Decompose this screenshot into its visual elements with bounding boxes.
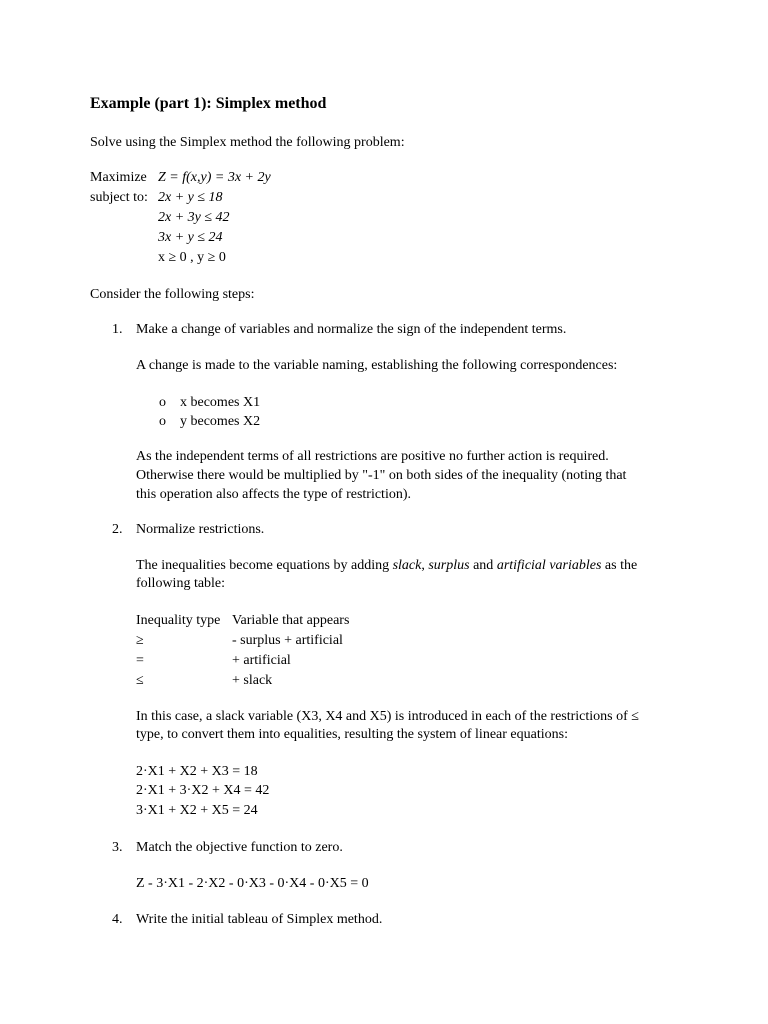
table-cell: =: [136, 653, 144, 668]
bullet-item: x becomes X1: [180, 395, 261, 410]
objective-equation: Z - 3·X1 - 2·X2 - 0·X3 - 0·X4 - 0·X5 = 0: [136, 876, 369, 891]
equation: 2·X1 + 3·X2 + X4 = 42: [136, 783, 270, 798]
paragraph-line: this operation also affects the type of restriction).: [136, 487, 411, 502]
slack-term: slack: [392, 558, 422, 573]
table-header: Inequality type: [136, 613, 221, 628]
artificial-term: artificial variables: [496, 558, 602, 573]
table-cell: + artificial: [232, 653, 291, 668]
table-cell: ≤: [136, 673, 144, 688]
step-1-heading: Make a change of variables and normalize the sign of the independent terms.: [136, 322, 567, 337]
step-2-text: [136, 556, 637, 576]
constraint-3: 3x + y ≤ 24: [158, 230, 223, 245]
constraint-2: 2x + 3y ≤ 42: [158, 210, 230, 225]
text-segment: ,: [421, 558, 429, 573]
paragraph-line: As the independent terms of all restrictions are positive no further action is required.: [136, 449, 609, 464]
consider-text: Consider the following steps:: [90, 287, 255, 302]
table-cell: ≥: [136, 633, 144, 648]
paragraph-line: Otherwise there would be multiplied by "-1" on both sides of the inequality (noting that: [136, 468, 627, 483]
page-title: Example (part 1): Simplex method: [90, 95, 327, 112]
equation: 3·X1 + X2 + X5 = 24: [136, 803, 258, 818]
bullet-marker: o: [159, 395, 166, 410]
step-3-number: 3.: [112, 840, 123, 855]
step-1-number: 1.: [112, 322, 123, 337]
nonnegativity-constraint: x ≥ 0 , y ≥ 0: [158, 250, 226, 265]
intro-text: Solve using the Simplex method the following problem:: [90, 135, 405, 150]
step-2-number: 2.: [112, 522, 123, 537]
paragraph-line: In this case, a slack variable (X3, X4 and X5) is introduced in each of the restrictions of ≤: [136, 709, 639, 724]
bullet-marker: o: [159, 414, 166, 429]
subject-to-label: subject to:: [90, 190, 148, 205]
text-segment: The inequalities become equations by adding: [136, 558, 393, 573]
objective-function: Z = f(x,y) = 3x + 2y: [158, 170, 271, 185]
maximize-label: Maximize: [90, 170, 147, 185]
step-4-heading: Write the initial tableau of Simplex method.: [136, 912, 383, 927]
step-4-number: 4.: [112, 912, 123, 927]
constraint-1: 2x + y ≤ 18: [158, 190, 223, 205]
bullet-item: y becomes X2: [180, 414, 261, 429]
step-3-heading: Match the objective function to zero.: [136, 840, 343, 855]
text-segment: as the: [601, 558, 638, 573]
table-cell: - surplus + artificial: [232, 633, 343, 648]
step-2-text-line2: following table:: [136, 576, 226, 591]
paragraph-line: type, to convert them into equalities, resulting the system of linear equations:: [136, 727, 568, 742]
table-cell: + slack: [232, 673, 273, 688]
equation: 2·X1 + X2 + X3 = 18: [136, 764, 258, 779]
step-1-text: A change is made to the variable naming, establishing the following correspondences:: [136, 358, 618, 373]
text-segment: and: [469, 558, 497, 573]
step-2-heading: Normalize restrictions.: [136, 522, 265, 537]
surplus-term: surplus: [428, 558, 470, 573]
table-header: Variable that appears: [232, 613, 350, 628]
